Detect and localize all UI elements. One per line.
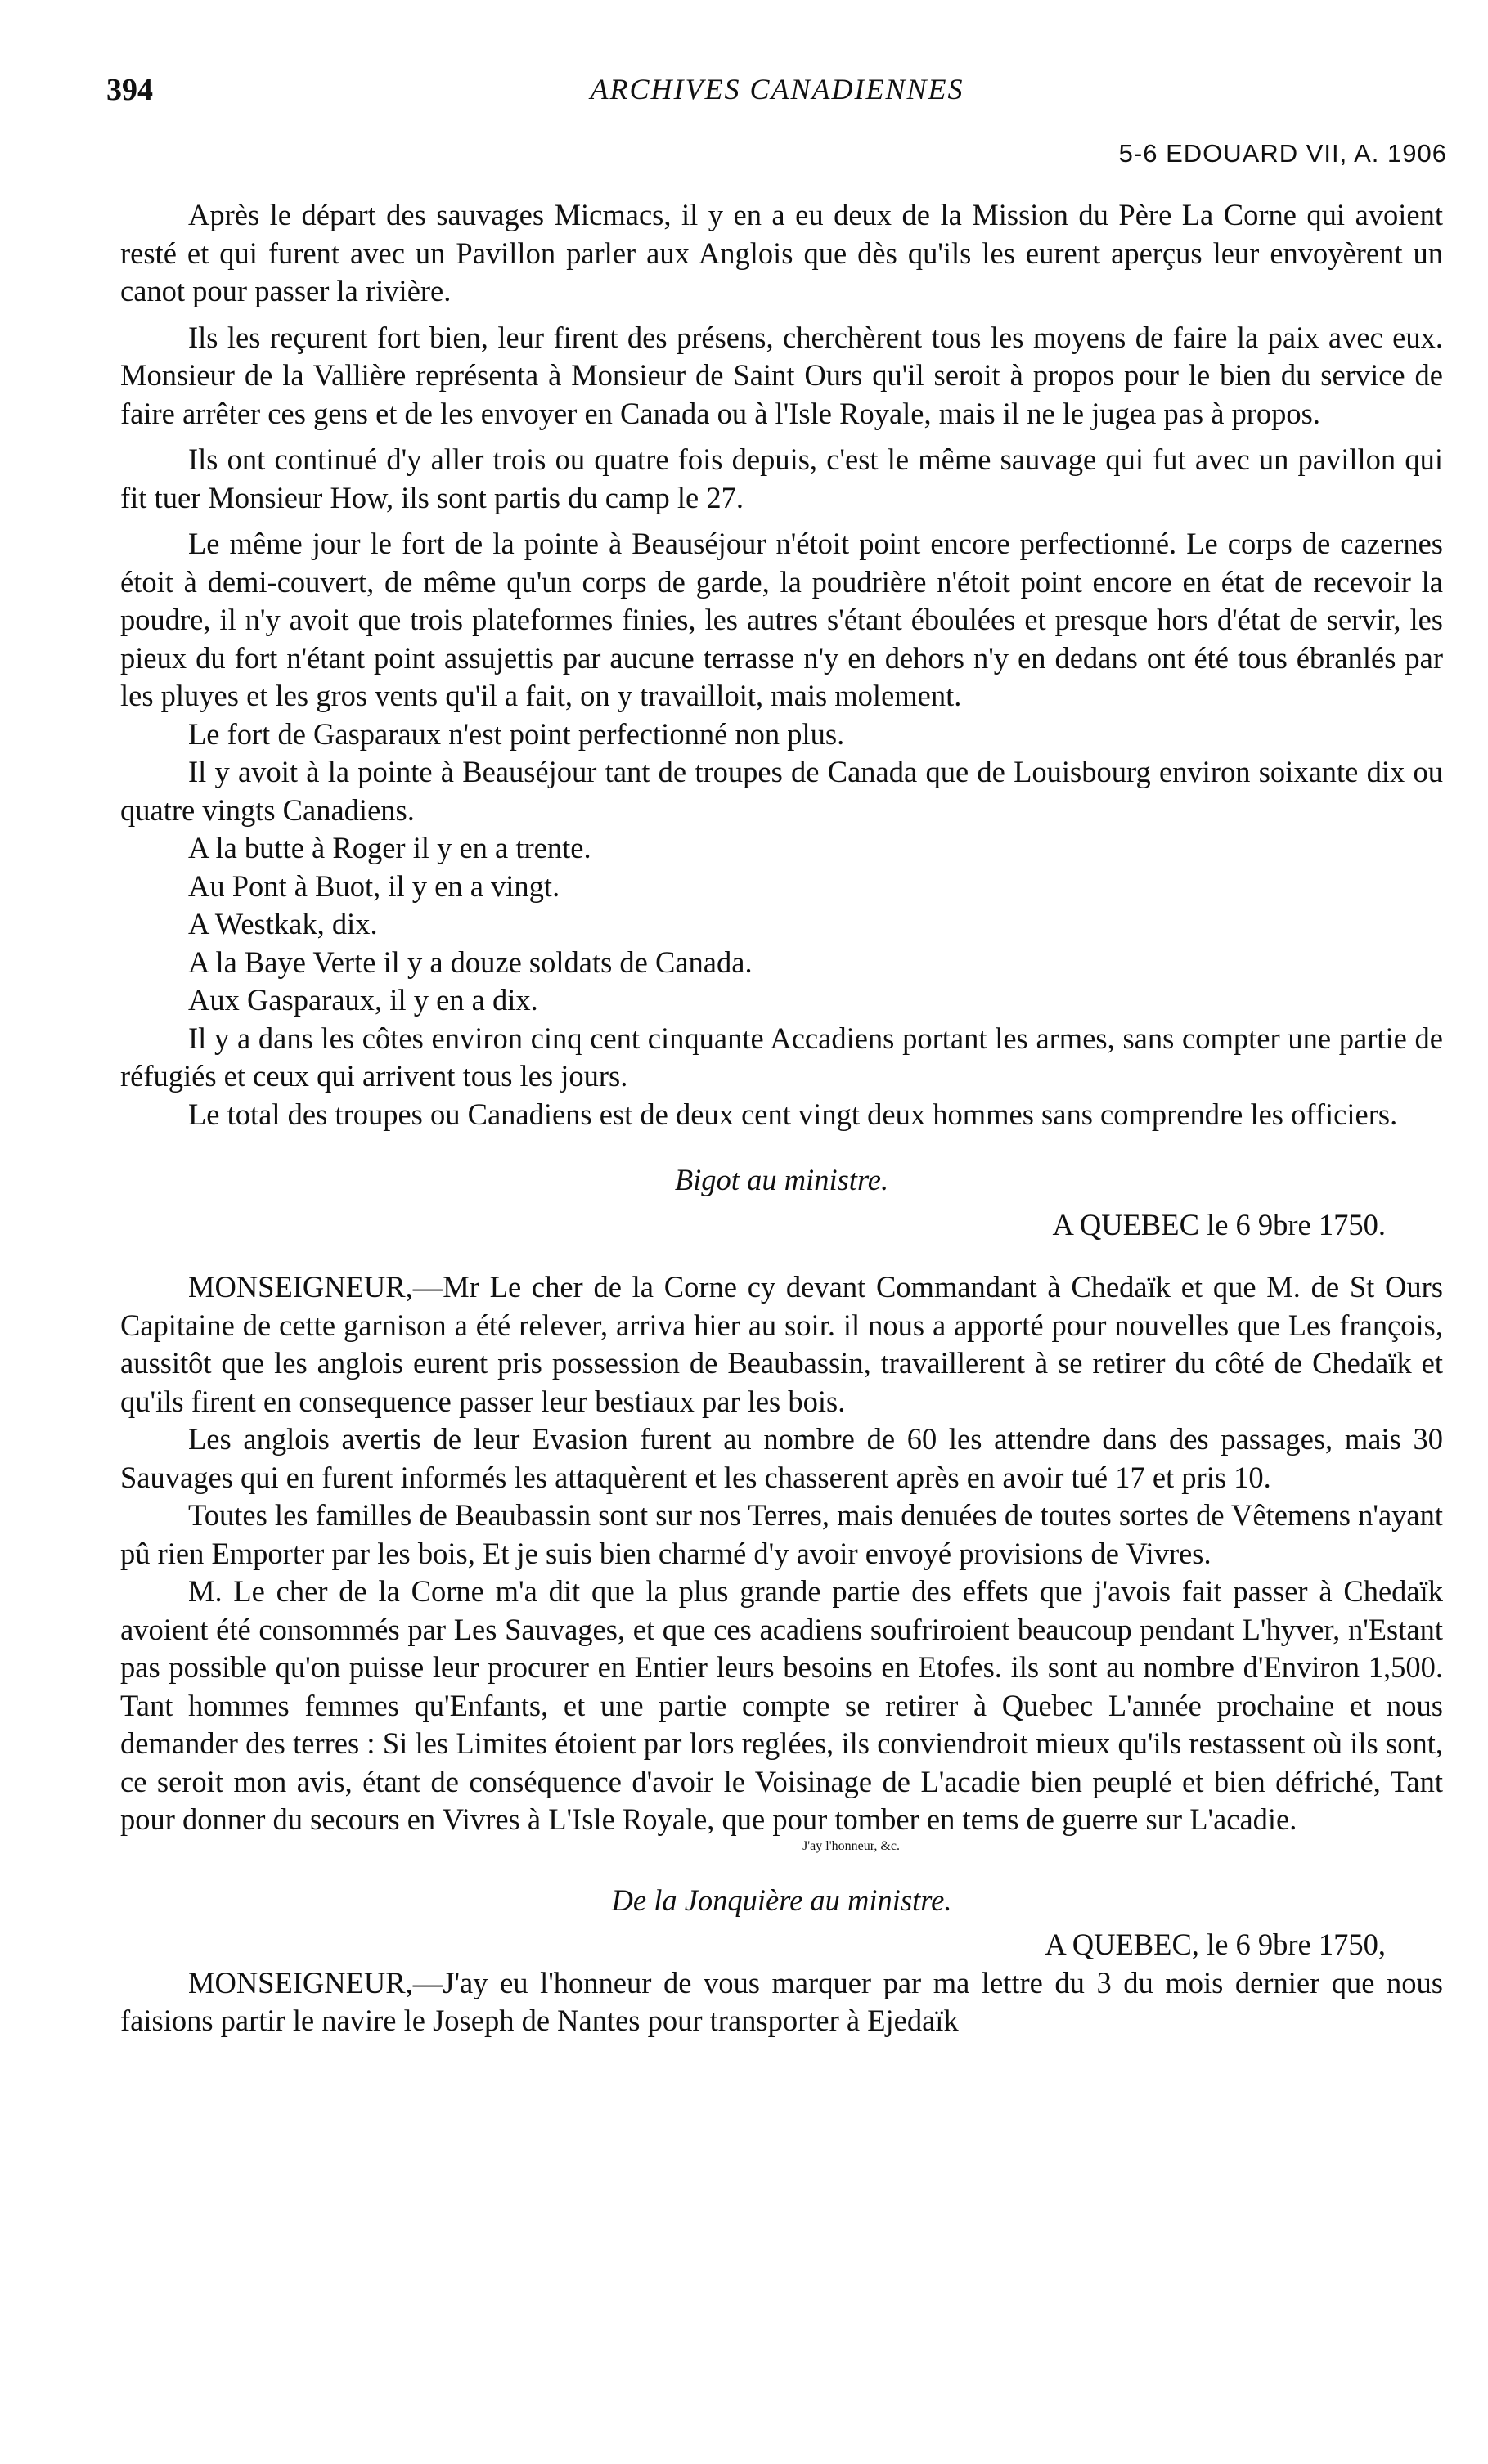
letter-jonquiere — [120, 1882, 1443, 2040]
paragraph: Il y avoit à la pointe à Beauséjour tant de troupes de Canada que de Louisbourg environ soixante dix ou quatre vingts Canadiens. — [120, 755, 1443, 827]
paragraph: Il y a dans les côtes environ cinq cent cinquante Accadiens portant les armes, sans compter une partie de réfugiés et ceux qui arrivent tous les jours. — [120, 1021, 1443, 1093]
signoff: J'ay l'honneur, &c. — [802, 1838, 900, 1853]
letter-opening-paragraph — [120, 1268, 1443, 1421]
letter-heading: De la Jonquière au ministre. — [611, 1883, 952, 1917]
opening-text: —J'ay eu l'honneur de vous marquer par ma lettre du 3 du mois dernier que nous faisions partir le navire le Joseph de Nantes pour transporter à Ejedaïk — [120, 1965, 1443, 2037]
paragraph: Les anglois avertis de leur Evasion furent au nombre de 60 les attendre dans des passages, mais 30 Sauvages qui en furent informés les attaquèrent et les chasserent après en avoir tué 17 et pris 10. — [120, 1422, 1443, 1494]
running-head: ARCHIVES CANADIENNES — [590, 73, 964, 105]
session-label: 5-6 EDOUARD VII, A. 1906 — [1118, 139, 1447, 168]
document-body — [120, 196, 1443, 2040]
paragraph: Au Pont à Buot, il y en a vingt. — [188, 868, 560, 903]
letter-dateline: A QUEBEC, le 6 9bre 1750, — [1045, 1928, 1386, 1961]
paragraph: A la butte à Roger il y en a trente. — [188, 831, 591, 864]
letter-heading: Bigot au ministre. — [674, 1163, 889, 1196]
paragraph: Ils ont continué d'y aller trois ou quatre fois depuis, c'est le même sauvage qui fut avec un pavillon qui fit tuer Monsieur How, ils sont partis du camp le 27. — [120, 442, 1443, 514]
paragraph: Ils les reçurent fort bien, leur firent des présens, cherchèrent tous les moyens de faire la paix avec eux. Monsieur de la Vallière représenta à Monsieur de Saint Ours qu'il seroit à propos pour le bien du service de faire arrêter ces gens et de les envoyer en Canada ou à l'Isle Royale, mais il ne le jugea pas à propos. — [120, 320, 1443, 430]
letter-dateline: A QUEBEC le 6 9bre 1750. — [1052, 1207, 1386, 1241]
letter-opening-paragraph — [120, 1964, 1443, 2040]
paragraph: Aux Gasparaux, il y en a dix. — [188, 983, 538, 1017]
page-header — [106, 72, 1448, 113]
paragraph: Après le départ des sauvages Micmacs, il y en a eu deux de la Mission du Père La Corne qui avoient resté et qui furent avec un Pavillon parler aux Anglois que dès qu'ils les eurent aperçus leur envoyèrent un canot pour passer la rivière. — [120, 198, 1443, 307]
salutation: MONSEIGNEUR, — [188, 1270, 413, 1304]
report-section — [120, 196, 1443, 1133]
opening-text: —Mr Le cher de la Corne cy devant Commandant à Chedaïk et que M. de St Ours Capitaine de cette garnison a été relever, arriva hier au soir. il nous a apporté pour nouvelles que Les françois, aussitôt que les anglois eurent pris possession de Beaubassin, travaillerent à se retirer du côté de Chedaïk et qu'ils firent en consequence passer leur bestiaux par les bois. — [120, 1270, 1443, 1418]
paragraph: Le fort de Gasparaux n'est point perfectionné non plus. — [188, 716, 845, 751]
salutation: MONSEIGNEUR, — [188, 1965, 413, 1999]
paragraph: A Westkak, dix. — [188, 907, 378, 940]
paragraph: A la Baye Verte il y a douze soldats de Canada. — [188, 945, 753, 979]
paragraph: M. Le cher de la Corne m'a dit que la plus grande partie des effets que j'avois fait passer à Chedaïk avoient été consommés par Les Sauvages, et que ces acadiens soufriroient beaucoup pendant L'hyver, n'Estant pas possible qu'on puisse leur procurer en Entier leurs besoins en Etofes. ils sont au nombre d'Environ 1,500. Tant hommes femmes qu'Enfants, et une partie compte se retirer à Quebec L'année prochaine et nous demander des terres : Si les Limites étoient par lors reglées, ils conviendroit mieux qu'ils restassent où ils sont, ce seroit mon avis, étant de conséquence d'avoir le Voisinage de L'acadie bien peuplé et bien défriché, Tant pour donner du secours en Vivres à L'Isle Royale, que pour tomber en tems de guerre sur L'acadie. — [120, 1574, 1443, 1836]
paragraph: Le même jour le fort de la pointe à Beauséjour n'étoit point encore perfectionné. Le corps de cazernes étoit à demi-couvert, de même qu'un corps de garde, la poudrière n'étoit point encore en état de recevoir la poudre, il n'y avoit que trois plateformes finies, les autres s'étant éboulées et presque hors d'état de servir, les pieux du fort n'étant point assujettis par aucune terrasse n'y en dehors n'y en dedans ont été tous ébranlés par les pluyes et les gros vents qu'il a fait, on y travailloit, mais molement. — [120, 527, 1443, 712]
paragraph: Le total des troupes ou Canadiens est de deux cent vingt deux hommes sans comprendre les officiers. — [188, 1097, 1398, 1131]
letter-bigot — [120, 1161, 1443, 1854]
paragraph: Toutes les familles de Beaubassin sont sur nos Terres, mais denuées de toutes sortes de Vêtemens n'ayant pû rien Emporter par les bois, Et je suis bien charmé d'y avoir envoyé provisions de Vivres. — [120, 1498, 1443, 1570]
page-number: 394 — [106, 73, 153, 107]
